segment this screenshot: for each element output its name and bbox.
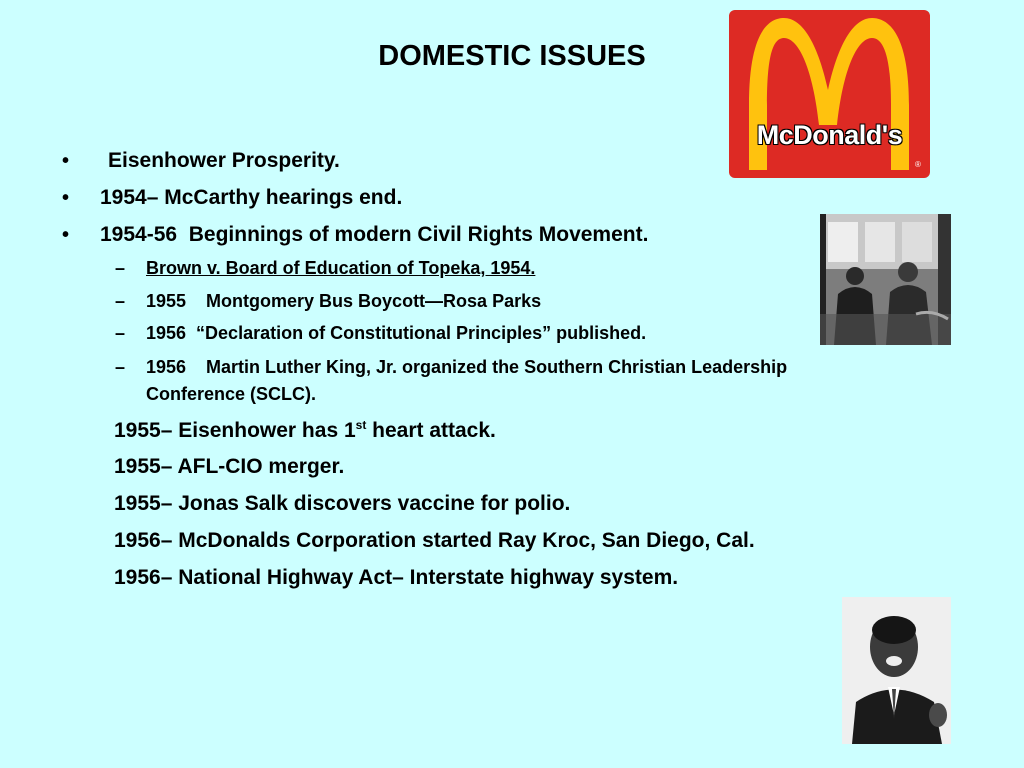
bullet-civil-rights: 1954-56 Beginnings of modern Civil Rights Movement. (100, 223, 649, 246)
event-heart-attack (114, 419, 496, 443)
mlk-photo-image (842, 597, 951, 744)
bullet-mccarthy: 1954– McCarthy hearings end. (100, 186, 403, 209)
registered-mark: ® (915, 160, 921, 169)
dash-marker: – (115, 291, 126, 311)
event-highway: 1956– National Highway Act– Interstate highway system. (114, 566, 679, 589)
mcdonalds-wordmark: McDonald's (756, 120, 903, 150)
sub-bullet-brown-v-board[interactable]: Brown v. Board of Education of Topeka, 1954. (146, 258, 536, 278)
bullet-eisenhower-prosperity: Eisenhower Prosperity. (108, 149, 340, 172)
event-heart-attack-prefix: 1955– Eisenhower has 1 (114, 419, 356, 442)
bullet-marker: • (62, 150, 70, 172)
mcdonalds-logo (729, 10, 930, 178)
bus-photo-image (820, 214, 951, 345)
dash-marker: – (115, 323, 126, 343)
bullet-marker: • (62, 224, 70, 246)
dash-marker: – (115, 258, 126, 278)
mlk-photo (842, 597, 951, 744)
ordinal-suffix: st (355, 418, 367, 432)
rosa-parks-bus-photo (820, 214, 951, 345)
sub-bullet-sclc: 1956 Martin Luther King, Jr. organized the Southern Christian Leadership (146, 357, 788, 377)
slide-title: DOMESTIC ISSUES (378, 40, 646, 72)
sub-bullet-sclc-continued: Conference (SCLC). (146, 384, 317, 404)
sub-bullet-bus-boycott: 1955 Montgomery Bus Boycott—Rosa Parks (146, 291, 542, 311)
golden-arches-icon (729, 10, 930, 178)
sub-bullet-declaration: 1956 “Declaration of Constitutional Principles” published. (146, 323, 647, 343)
bullet-marker: • (62, 187, 70, 209)
event-heart-attack-suffix: heart attack. (366, 419, 496, 442)
dash-marker: – (115, 357, 126, 377)
event-afl-cio: 1955– AFL-CIO merger. (114, 455, 345, 478)
event-salk: 1955– Jonas Salk discovers vaccine for polio. (114, 492, 571, 515)
event-mcdonalds: 1956– McDonalds Corporation started Ray Kroc, San Diego, Cal. (114, 529, 755, 552)
